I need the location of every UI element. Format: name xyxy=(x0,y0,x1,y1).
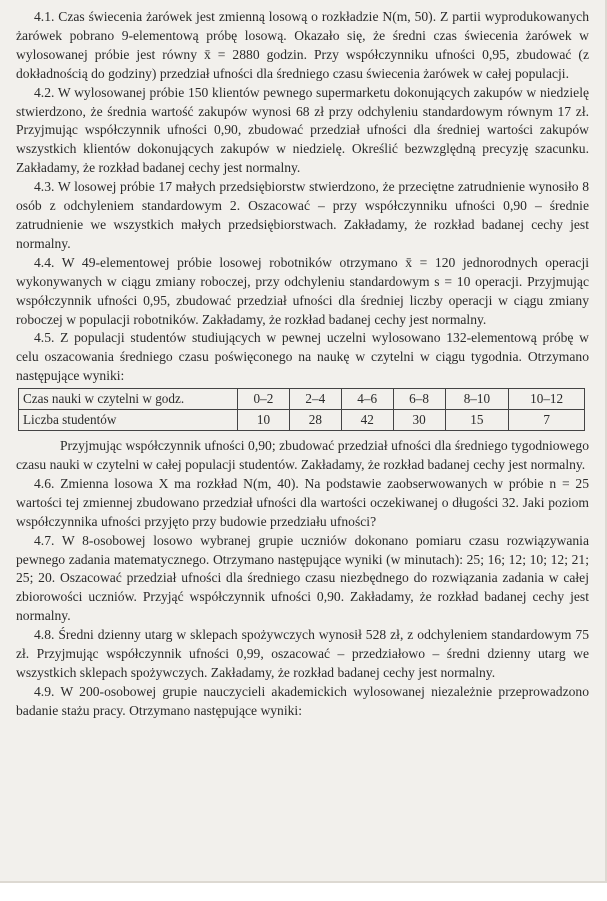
exercise-text: W 8-osobowej losowo wybranej grupie uczniów dokonano pomiaru czasu rozwiązywania pewnego zadania matematycznego. Otrzymano następujące wyniki (w minutach): 25; 16; 12; 10; 12; 21; 25; 20. Oszacować przedział ufności dla średniego czasu niezbędnego do rozwiązania zadania w całej zbiorowości uczniów. Przyjąć współczynnik ufności 0,90. Zakładamy, że rozkład badanej cechy jest normalny. xyxy=(16,532,589,624)
exercise-number: 4.3. xyxy=(34,179,55,195)
exercise-number: 4.6. xyxy=(34,475,55,491)
exercise-text: W 200-osobowej grupie nauczycieli akademickich wylosowanej niezależnie przeprowadzono badanie stażu pracy. Otrzymano następujące wyniki: xyxy=(16,683,589,718)
exercise-4-6 xyxy=(16,475,589,532)
table-row-student-count xyxy=(19,410,585,431)
exercise-text: W 49-elementowej próbie losowej robotników otrzymano x̄ = 120 jednorodnych operacji wykonywanych w ciągu zmiany roboczej, przy odchyleniu standardowym s = 10 operacji. Przyjmując współczynnik ufności 0,95, zbudować przedział ufności dla średniej liczby operacji w ciągu zmiany roboczej w populacji robotników. Zakładamy, że rozkład badanej cechy jest normalny. xyxy=(16,254,590,327)
table-cell-count: 28 xyxy=(289,410,341,431)
exercise-4-3 xyxy=(16,178,589,254)
table-cell-count: 15 xyxy=(445,410,509,431)
exercise-number: 4.1. xyxy=(34,9,55,24)
table-cell-interval: 0–2 xyxy=(238,389,290,410)
exercise-4-5-continuation: Przyjmując współczynnik ufności 0,90; zbudować przedział ufności dla średniego tygodniowego czasu nauki w czytelni w całej populacji studentów. Zakładamy, że rozkład badanej cechy jest normalny. xyxy=(16,438,589,473)
exercise-number: 4.5. xyxy=(34,330,55,346)
exercise-text: Z populacji studentów studiujących w pewnej uczelni wylosowano 132-elementową próbę w celu oszacowania średniego czasu poświęconego na naukę w czytelni w ciągu tygodnia. Otrzymano następujące wyniki: xyxy=(16,330,589,384)
exercise-number: 4.7. xyxy=(34,532,55,548)
table-cell-count: 7 xyxy=(509,410,585,431)
study-time-table xyxy=(18,388,585,431)
exercise-text: W wylosowanej próbie 150 klientów pewnego supermarketu dokonujących zakupów w niedzielę stwierdzono, że średnia wartość zakupów wynosi 68 zł przy odchyleniu standardowym równym 17 zł. Przyjmując współczynnik ufności 0,90, zbudować przedział ufności dla średniej wartości zakupów wszystkich klientów dokonujących zakupów w niedzielę. Określić bezwzględną precyzję szacunku. Zakładamy, że rozkład badanej cechy jest normalny. xyxy=(16,84,590,176)
table-cell-interval: 4–6 xyxy=(341,389,393,410)
table-cell-interval: 2–4 xyxy=(289,389,341,410)
table-cell-interval: 8–10 xyxy=(445,389,509,410)
exercise-4-2 xyxy=(16,84,589,179)
exercise-number: 4.2. xyxy=(34,84,55,100)
exercise-4-9 xyxy=(16,683,589,721)
exercise-number: 4.8. xyxy=(34,627,55,643)
exercise-number: 4.4. xyxy=(34,254,55,270)
exercise-4-1 xyxy=(16,8,589,84)
table-cell-interval: 6–8 xyxy=(393,389,445,410)
exercise-text: Czas świecenia żarówek jest zmienną losową o rozkładzie N(m, 50). Z partii wyprodukowanych żarówek pobrano 9-elementową próbę losową. Okazało się, że średni czas świecenia żarówek w wylosowanej próbie jest równy x̄ = 2880 godzin. Przy współczynniku ufności 0,95, zbudować (z dokładnością do godziny) przedział ufności dla średniego czasu świecenia żarówek w całej populacji. xyxy=(16,9,589,81)
exercise-4-8 xyxy=(16,626,589,683)
table-cell-count: 42 xyxy=(341,410,393,431)
table-row-header: Czas nauki w czytelni w godz. xyxy=(19,389,238,410)
table-row-study-time xyxy=(19,389,585,410)
exercise-number: 4.9. xyxy=(34,683,55,699)
page-content xyxy=(16,8,589,721)
exercise-4-7 xyxy=(16,532,589,627)
exercise-text: W losowej próbie 17 małych przedsiębiorstw stwierdzono, że przeciętne zatrudnienie wynosiło 8 osób z odchyleniem standardowym 2. Oszacować – przy współczynniku ufności 0,90 – średnie zatrudnienie we wszystkich małych przedsiębiorstwach. Zakładamy, że rozkład badanej cechy jest normalny. xyxy=(16,179,589,251)
exercise-text: Zmienna losowa X ma rozkład N(m, 40). Na podstawie zaobserwowanych w próbie n = 25 wartości tej zmiennej zbudowano przedział ufności dla wartości oczekiwanej o długości 32. Jaki poziom współczynnika ufności przyjęto przy budowie przedziału ufności? xyxy=(16,475,589,529)
table-cell-count: 30 xyxy=(393,410,445,431)
exercise-4-5 xyxy=(16,329,589,386)
table-row-header: Liczba studentów xyxy=(19,410,238,431)
exercise-4-4 xyxy=(16,254,589,330)
table-cell-count: 10 xyxy=(238,410,290,431)
table-cell-interval: 10–12 xyxy=(509,389,585,410)
exercise-text: Średni dzienny utarg w sklepach spożywczych wynosił 528 zł, z odchyleniem standardowym 75 zł. Przyjmując współczynnik ufności 0,99, oszacować – przedziałowo – średni dzienny utarg we wszystkich sklepach spożywczych. Zakładamy, że rozkład badanej cechy jest normalny. xyxy=(16,627,589,680)
